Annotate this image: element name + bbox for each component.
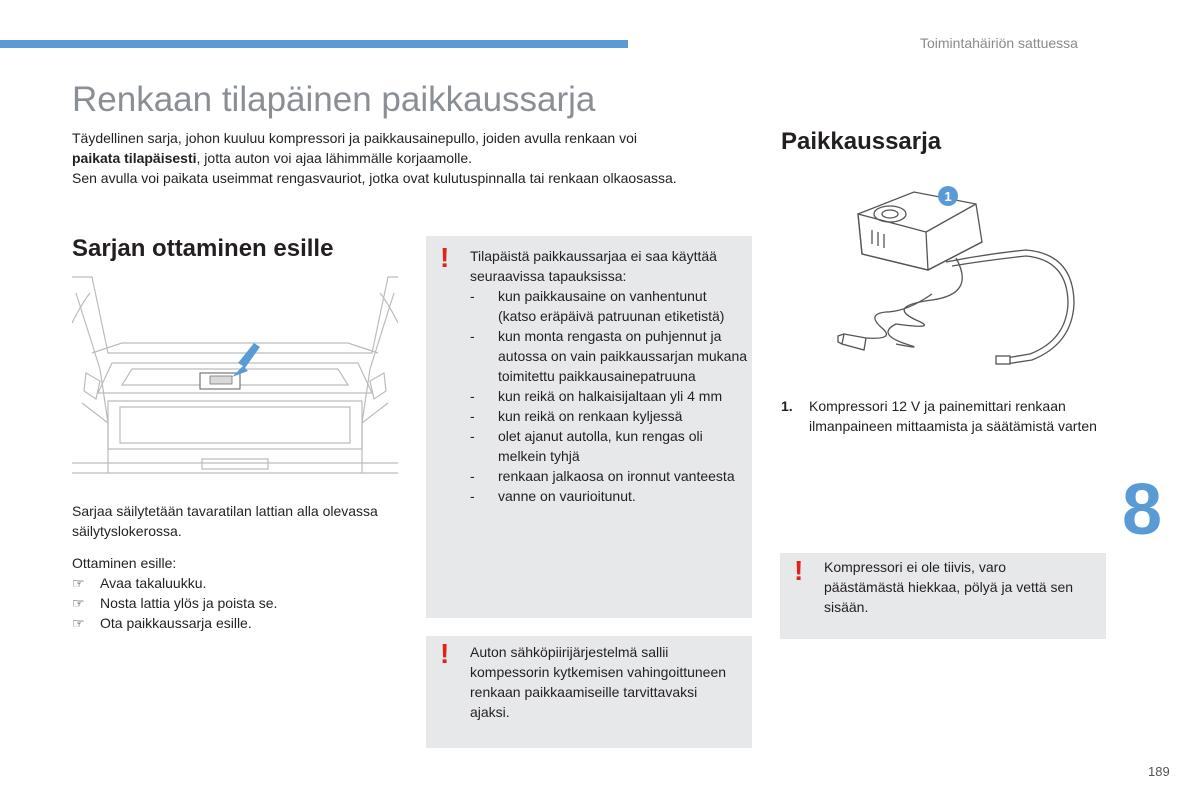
legend-number: 1. [781, 398, 793, 414]
intro-paragraph [72, 128, 772, 188]
list-item: ☞ Ota paikkaussarja esille. [72, 615, 252, 631]
list-item: ☞ Nosta lattia ylös ja poista se. [72, 595, 278, 611]
pointing-hand-icon: ☞ [72, 575, 85, 591]
intro-line2: , jotta auton voi ajaa lähimmälle korjaamolle. [196, 150, 472, 166]
trunk-illustration [72, 273, 398, 493]
warning-intro: Tilapäistä paikkaussarjaa ei saa käyttää seuraavissa tapauksissa: [470, 248, 717, 284]
list-item: - kun reikä on renkaan kyljessä [470, 408, 683, 424]
header-accent-bar [0, 40, 628, 48]
warning-compressor-text: Kompressori ei ole tiivis, varo päästämästä hiekkaa, pölyä ja vettä sen sisään. [824, 559, 1074, 615]
warning-electrical-text: Auton sähköpiirijärjestelmä sallii kompessorin kytkemisen vahingoittuneen renkaan paikkaamiseille tarvittavaksi ajaksi. [470, 644, 727, 720]
list-item: ☞ Avaa takaluukku. [72, 575, 207, 591]
legend-text: Kompressori 12 V ja painemittari renkaan ilmanpaineen mittaamista ja säätämistä varten [809, 398, 1097, 434]
pointing-hand-icon: ☞ [72, 595, 85, 611]
chapter-number: 8 [1122, 470, 1163, 550]
warning-box-compressor [780, 553, 1106, 639]
warning-exclamation-icon: ! [440, 638, 450, 669]
warning-exclamation-icon: ! [440, 242, 450, 273]
section-heading-kit: Paikkaussarja [781, 128, 942, 155]
intro-line1: Täydellinen sarja, johon kuuluu kompressori ja paikkausainepullo, joiden avulla renkaan voi [72, 130, 638, 146]
restrictions-list [470, 286, 748, 506]
warning-box-electrical [426, 636, 752, 748]
list-item: - kun paikkausaine on vanhentunut (katso eräpäivä patruunan etiketistä) [470, 288, 725, 324]
warning-box-restrictions [426, 236, 752, 618]
warning-exclamation-icon: ! [794, 555, 804, 586]
compressor-illustration [836, 184, 1086, 374]
list-item: - kun reikä on halkaisijaltaan yli 4 mm [470, 388, 723, 404]
list-item: - kun monta rengasta on puhjennut ja autossa on vain paikkaussarjan mukana toimitettu paikkausainepatruuna [470, 328, 748, 384]
removal-steps [72, 573, 277, 633]
legend-item [781, 396, 1101, 436]
list-item: - renkaan jalkaosa on ironnut vanteesta [470, 468, 735, 484]
intro-line3: Sen avulla voi paikata useimmat rengasvauriot, jotka ovat kulutuspinnalla tai renkaan olkaosassa. [72, 170, 677, 186]
chapter-title: Toimintahäiriön sattuessa [920, 35, 1078, 51]
page-number: 189 [1148, 764, 1170, 779]
steps-label: Ottaminen esille: [72, 555, 177, 571]
list-item: - vanne on vaurioitunut. [470, 488, 636, 504]
list-item: - olet ajanut autolla, kun rengas oli melkein tyhjä [470, 428, 703, 464]
callout-number: 1 [944, 189, 952, 204]
section-heading-removal: Sarjan ottaminen esille [72, 235, 334, 262]
pointing-hand-icon: ☞ [72, 615, 85, 631]
storage-caption: Sarjaa säilytetään tavaratilan lattian alla olevassa säilytyslokerossa. [72, 503, 378, 539]
intro-bold-phrase: paikata tilapäisesti [72, 150, 197, 166]
page-title: Renkaan tilapäinen paikkaussarja [72, 80, 596, 119]
